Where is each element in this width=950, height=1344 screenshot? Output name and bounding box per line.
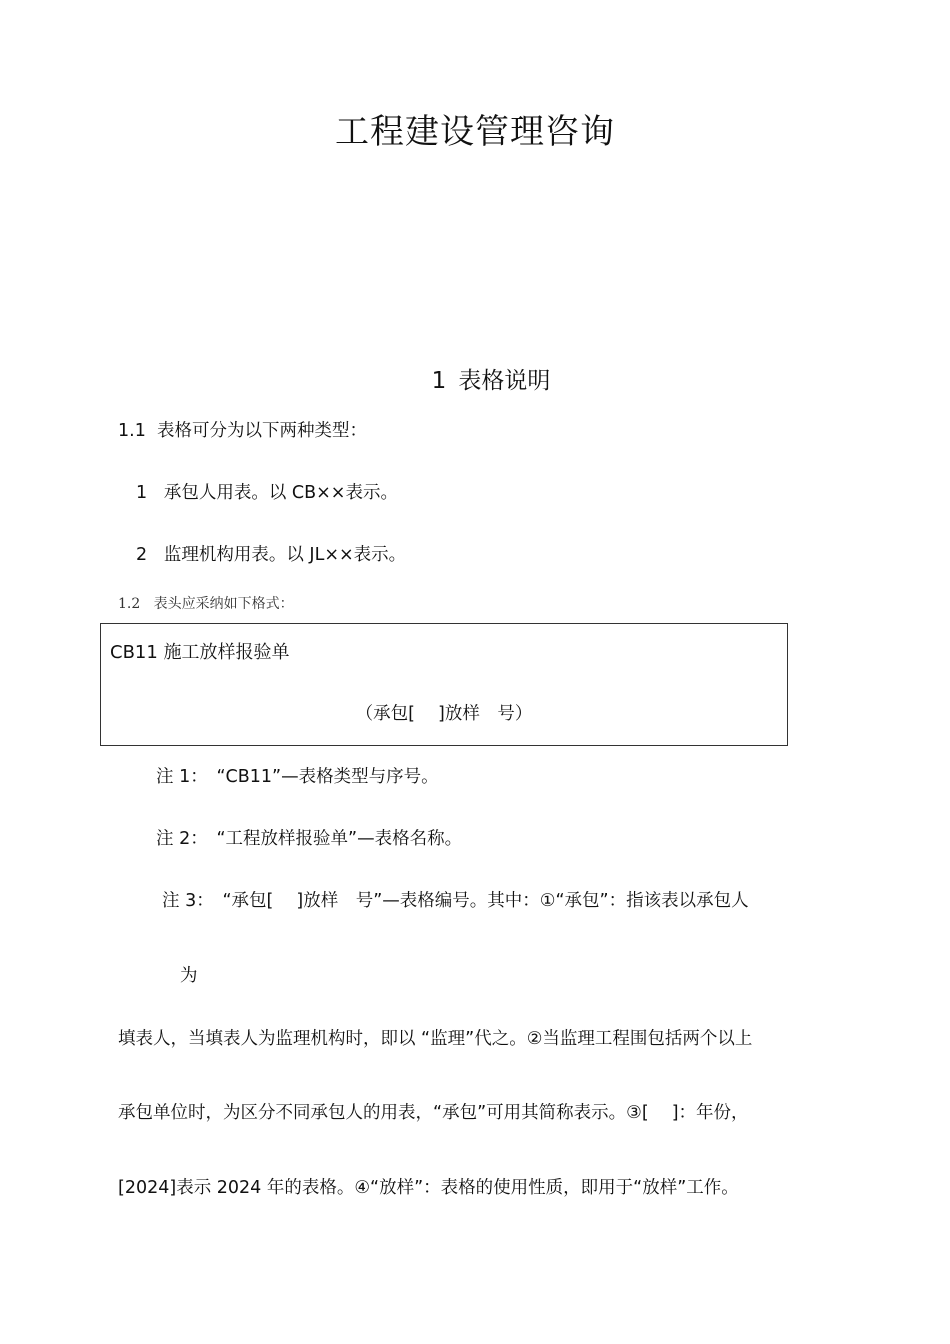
list-item-number: 2	[136, 545, 148, 565]
section-heading	[0, 362, 950, 395]
subsection-text: 表头应采纳如下格式：	[153, 596, 294, 612]
subsection-text: 表格可分为以下两种类型：	[156, 421, 367, 441]
paragraph-line: [2024]表示 2024 年的表格。④“放样”：表格的使用性质，即用于“放样”工作。	[118, 1178, 739, 1198]
list-item-supervisor	[136, 541, 406, 566]
note-3-wrap: 为	[180, 966, 198, 986]
list-item-text: 监理机构用表。以 JL××表示。	[163, 545, 407, 565]
list-item-contractor	[136, 479, 398, 504]
subsection-number: 1.1	[118, 421, 146, 441]
note-3: 注 3： “承包[ ]放样 号”—表格编号。其中：①“承包”：指该表以承包人	[162, 891, 749, 911]
list-item-number: 1	[136, 483, 148, 503]
subsection-1-1	[118, 417, 367, 442]
section-number: 1	[431, 368, 447, 394]
paragraph-line: 填表人，当填表人为监理机构时，即以 “监理”代之。②当监理工程围包括两个以上	[118, 1029, 753, 1049]
note-1: 注 1： “CB11”—表格类型与序号。	[156, 767, 439, 787]
paragraph-line: 承包单位时，为区分不同承包人的用表，“承包”可用其简称表示。③[ ]：年份，	[118, 1103, 749, 1123]
note-2: 注 2： “工程放样报验单”—表格名称。	[156, 829, 463, 849]
page-title: 工程建设管理咨询	[335, 112, 615, 152]
section-heading-text: 表格说明	[458, 368, 551, 394]
table-header-sample	[100, 623, 788, 746]
form-code: （承包[ ]放样 号）	[355, 704, 533, 724]
subsection-number: 1.2	[118, 596, 141, 612]
subsection-1-2	[118, 593, 294, 613]
form-name: CB11 施工放样报验单	[110, 642, 290, 663]
list-item-text: 承包人用表。以 CB××表示。	[163, 483, 398, 503]
